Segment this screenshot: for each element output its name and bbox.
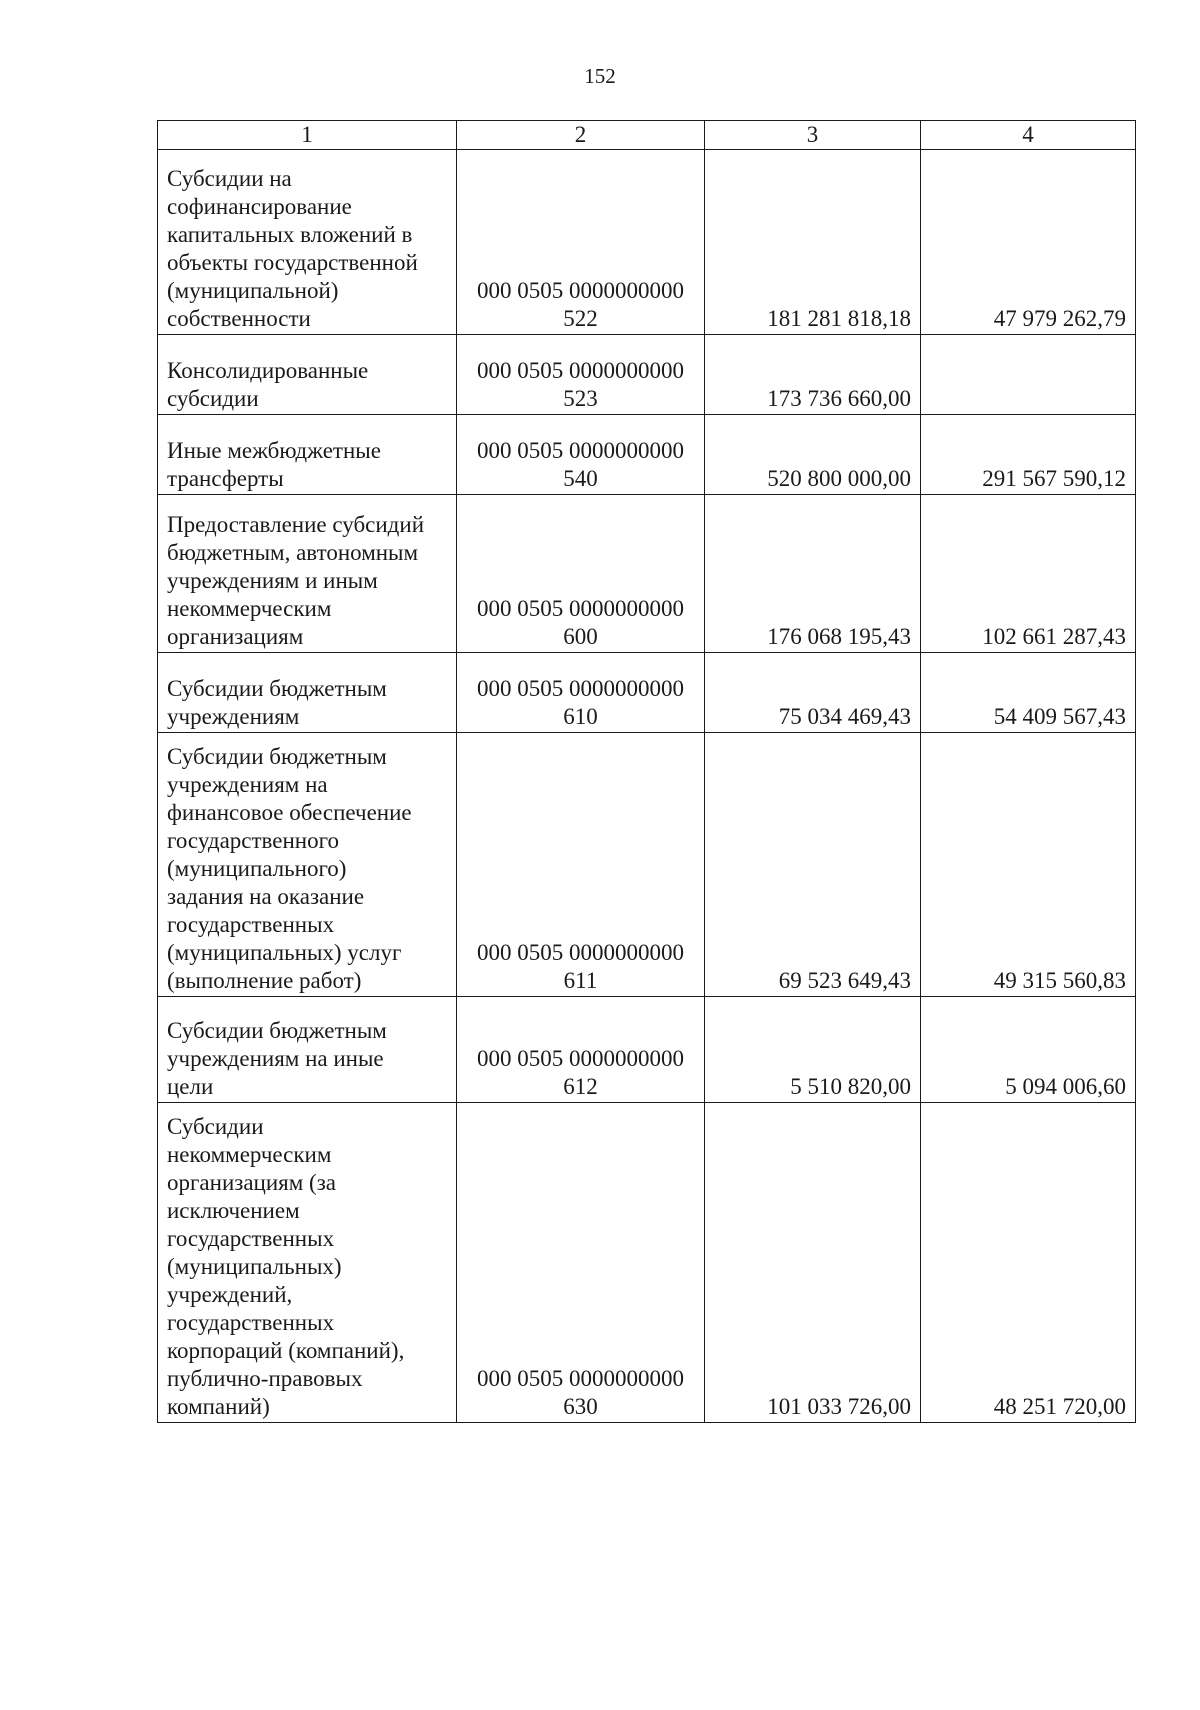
row-name-cell: Субсидии некоммерческим организациям (за исключением государственных (муниципальных) учреждений, государственных корпораций (компаний), публично-правовых компаний) xyxy=(158,1103,457,1423)
row-col3-cell: 173 736 660,00 xyxy=(705,335,921,415)
row-col3-cell: 176 068 195,43 xyxy=(705,495,921,653)
row-name-cell: Субсидии бюджетным учреждениям xyxy=(158,653,457,733)
row-code-cell: 000 0505 0000000000 522 xyxy=(457,150,705,335)
page-number: 152 xyxy=(584,64,616,88)
column-header: 2 xyxy=(457,121,705,150)
table-row xyxy=(158,653,1136,733)
row-code-cell: 000 0505 0000000000 600 xyxy=(457,495,705,653)
row-col4-cell xyxy=(921,335,1136,415)
row-col4-cell: 291 567 590,12 xyxy=(921,415,1136,495)
table-row xyxy=(158,335,1136,415)
row-col3-cell: 75 034 469,43 xyxy=(705,653,921,733)
budget-table xyxy=(157,120,1136,1423)
row-col3-cell: 69 523 649,43 xyxy=(705,733,921,997)
row-code-cell: 000 0505 0000000000 610 xyxy=(457,653,705,733)
row-name-cell: Консолидированные субсидии xyxy=(158,335,457,415)
table-row xyxy=(158,150,1136,335)
row-name-cell: Субсидии бюджетным учреждениям на финансовое обеспечение государственного (муниципального) задания на оказание государственных (муниципальных) услуг (выполнение работ) xyxy=(158,733,457,997)
row-col3-cell: 520 800 000,00 xyxy=(705,415,921,495)
table-row xyxy=(158,733,1136,997)
row-code-cell: 000 0505 0000000000 540 xyxy=(457,415,705,495)
row-col4-cell: 48 251 720,00 xyxy=(921,1103,1136,1423)
table-row xyxy=(158,997,1136,1103)
row-col4-cell: 47 979 262,79 xyxy=(921,150,1136,335)
row-col4-cell: 102 661 287,43 xyxy=(921,495,1136,653)
row-code-cell: 000 0505 0000000000 612 xyxy=(457,997,705,1103)
row-name-cell: Субсидии бюджетным учреждениям на иные цели xyxy=(158,997,457,1103)
row-col4-cell: 49 315 560,83 xyxy=(921,733,1136,997)
row-col3-cell: 101 033 726,00 xyxy=(705,1103,921,1423)
row-code-cell: 000 0505 0000000000 523 xyxy=(457,335,705,415)
table-row xyxy=(158,415,1136,495)
row-name-cell: Иные межбюджетные трансферты xyxy=(158,415,457,495)
column-header: 3 xyxy=(705,121,921,150)
column-header: 4 xyxy=(921,121,1136,150)
row-name-cell: Предоставление субсидий бюджетным, автономным учреждениям и иным некоммерческим организациям xyxy=(158,495,457,653)
header-row xyxy=(158,121,1136,150)
row-col3-cell: 5 510 820,00 xyxy=(705,997,921,1103)
column-header: 1 xyxy=(158,121,457,150)
row-col4-cell: 5 094 006,60 xyxy=(921,997,1136,1103)
row-code-cell: 000 0505 0000000000 630 xyxy=(457,1103,705,1423)
row-col3-cell: 181 281 818,18 xyxy=(705,150,921,335)
table-row xyxy=(158,1103,1136,1423)
row-code-cell: 000 0505 0000000000 611 xyxy=(457,733,705,997)
table-row xyxy=(158,495,1136,653)
row-name-cell: Субсидии на софинансирование капитальных вложений в объекты государственной (муниципальной) собственности xyxy=(158,150,457,335)
row-col4-cell: 54 409 567,43 xyxy=(921,653,1136,733)
